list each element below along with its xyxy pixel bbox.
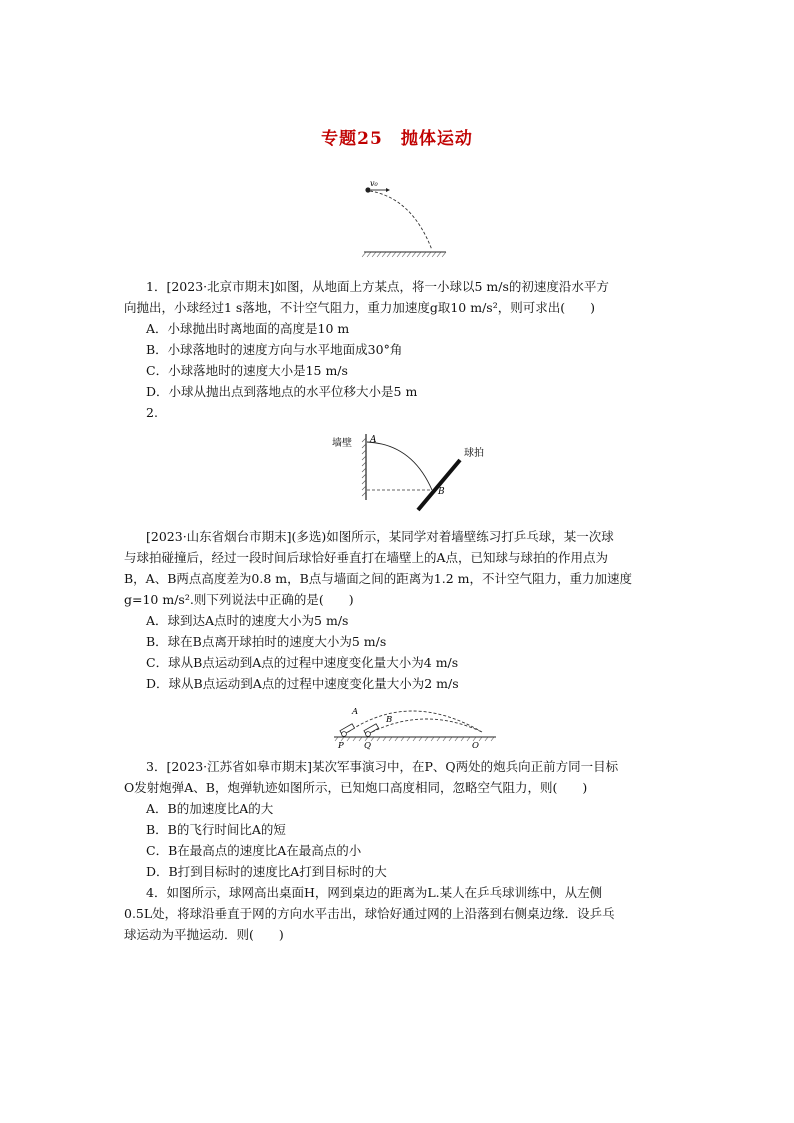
- q1-option-b: B．小球落地时的速度方向与水平地面成30°角: [146, 342, 403, 357]
- cannon-p-icon: [340, 724, 355, 737]
- q3-option-b: B．B的飞行时间比A的短: [146, 822, 286, 837]
- q3-option-c: C．B在最高点的速度比A在最高点的小: [146, 843, 362, 858]
- q2-figure: [330, 430, 500, 514]
- v0-label: v₀: [370, 179, 378, 188]
- racket-label: 球拍: [464, 448, 484, 459]
- q3-option-d: D．B打到目标时的速度比A打到目标时的大: [146, 864, 387, 879]
- q2-option-c: C．球从B点运动到A点的过程中速度变化量大小为4 m/s: [146, 655, 459, 670]
- q2-line3: B，A、B两点高度差为0.8 m，B点与墙面之间的距离为1.2 m，不计空气阻力，重力加速度: [124, 571, 632, 586]
- q2-number: 2.: [146, 405, 158, 420]
- ball-icon: [365, 187, 370, 192]
- point-b-label: B: [438, 487, 445, 497]
- label-q: Q: [364, 741, 371, 751]
- q2-option-a: A．球到达A点时的速度大小为5 m/s: [146, 613, 349, 628]
- wall-label: 墙壁: [332, 438, 352, 449]
- label-a: A: [352, 707, 359, 717]
- q1-option-a: A．小球抛出时离地面的高度是10 m: [146, 321, 350, 336]
- q3-line2: O发射炮弹A、B，炮弹轨迹如图所示，已知炮口高度相同，忽略空气阻力，则( ): [124, 780, 588, 795]
- q2-line4: g=10 m/s².则下列说法中正确的是( ): [124, 592, 354, 607]
- label-p: P: [338, 741, 344, 751]
- racket: [418, 460, 460, 510]
- q2-option-b: B．球在B点离开球拍时的速度大小为5 m/s: [146, 634, 387, 649]
- q3-figure: [330, 696, 500, 752]
- point-a-label: A: [370, 435, 377, 445]
- q4-line2: 0.5L处，将球沿垂直于网的方向水平击出，球恰好通过网的上沿落到右侧桌边缘．设乒乓: [124, 906, 615, 921]
- q1-figure: [352, 176, 452, 262]
- page-title: 专题25 抛体运动: [321, 129, 473, 149]
- q1-line1: 1．[2023·北京市期末]如图，从地面上方某点，将一小球以5 m/s的初速度沿水平方: [146, 279, 609, 294]
- q1-line2: 向抛出，小球经过1 s落地，不计空气阻力，重力加速度g取10 m/s²，则可求出( ): [124, 300, 595, 315]
- q4-line1: 4．如图所示，球网高出桌面H，网到桌边的距离为L.某人在乒乓球训练中，从左侧: [146, 885, 603, 900]
- label-o: O: [472, 741, 479, 751]
- q1-option-d: D．小球从抛出点到落地点的水平位移大小是5 m: [146, 384, 418, 399]
- q1-option-c: C．小球落地时的速度大小是15 m/s: [146, 363, 348, 378]
- q4-line3: 球运动为平抛运动．则( ): [124, 927, 284, 942]
- label-b: B: [386, 715, 393, 725]
- q3-line1: 3．[2023·江苏省如皋市期末]某次军事演习中，在P、Q两处的炮兵向正前方同一目标: [146, 759, 619, 774]
- q2-line1: [2023·山东省烟台市期末](多选)如图所示，某同学对着墙壁练习打乒乓球，某一次球: [146, 529, 614, 544]
- q2-line2: 与球拍碰撞后，经过一段时间后球恰好垂直打在墙壁上的A点，已知球与球拍的作用点为: [124, 550, 609, 565]
- q2-option-d: D．球从B点运动到A点的过程中速度变化量大小为2 m/s: [146, 676, 459, 691]
- cannon-q-icon: [364, 724, 379, 737]
- q3-option-a: A．B的加速度比A的大: [146, 801, 274, 816]
